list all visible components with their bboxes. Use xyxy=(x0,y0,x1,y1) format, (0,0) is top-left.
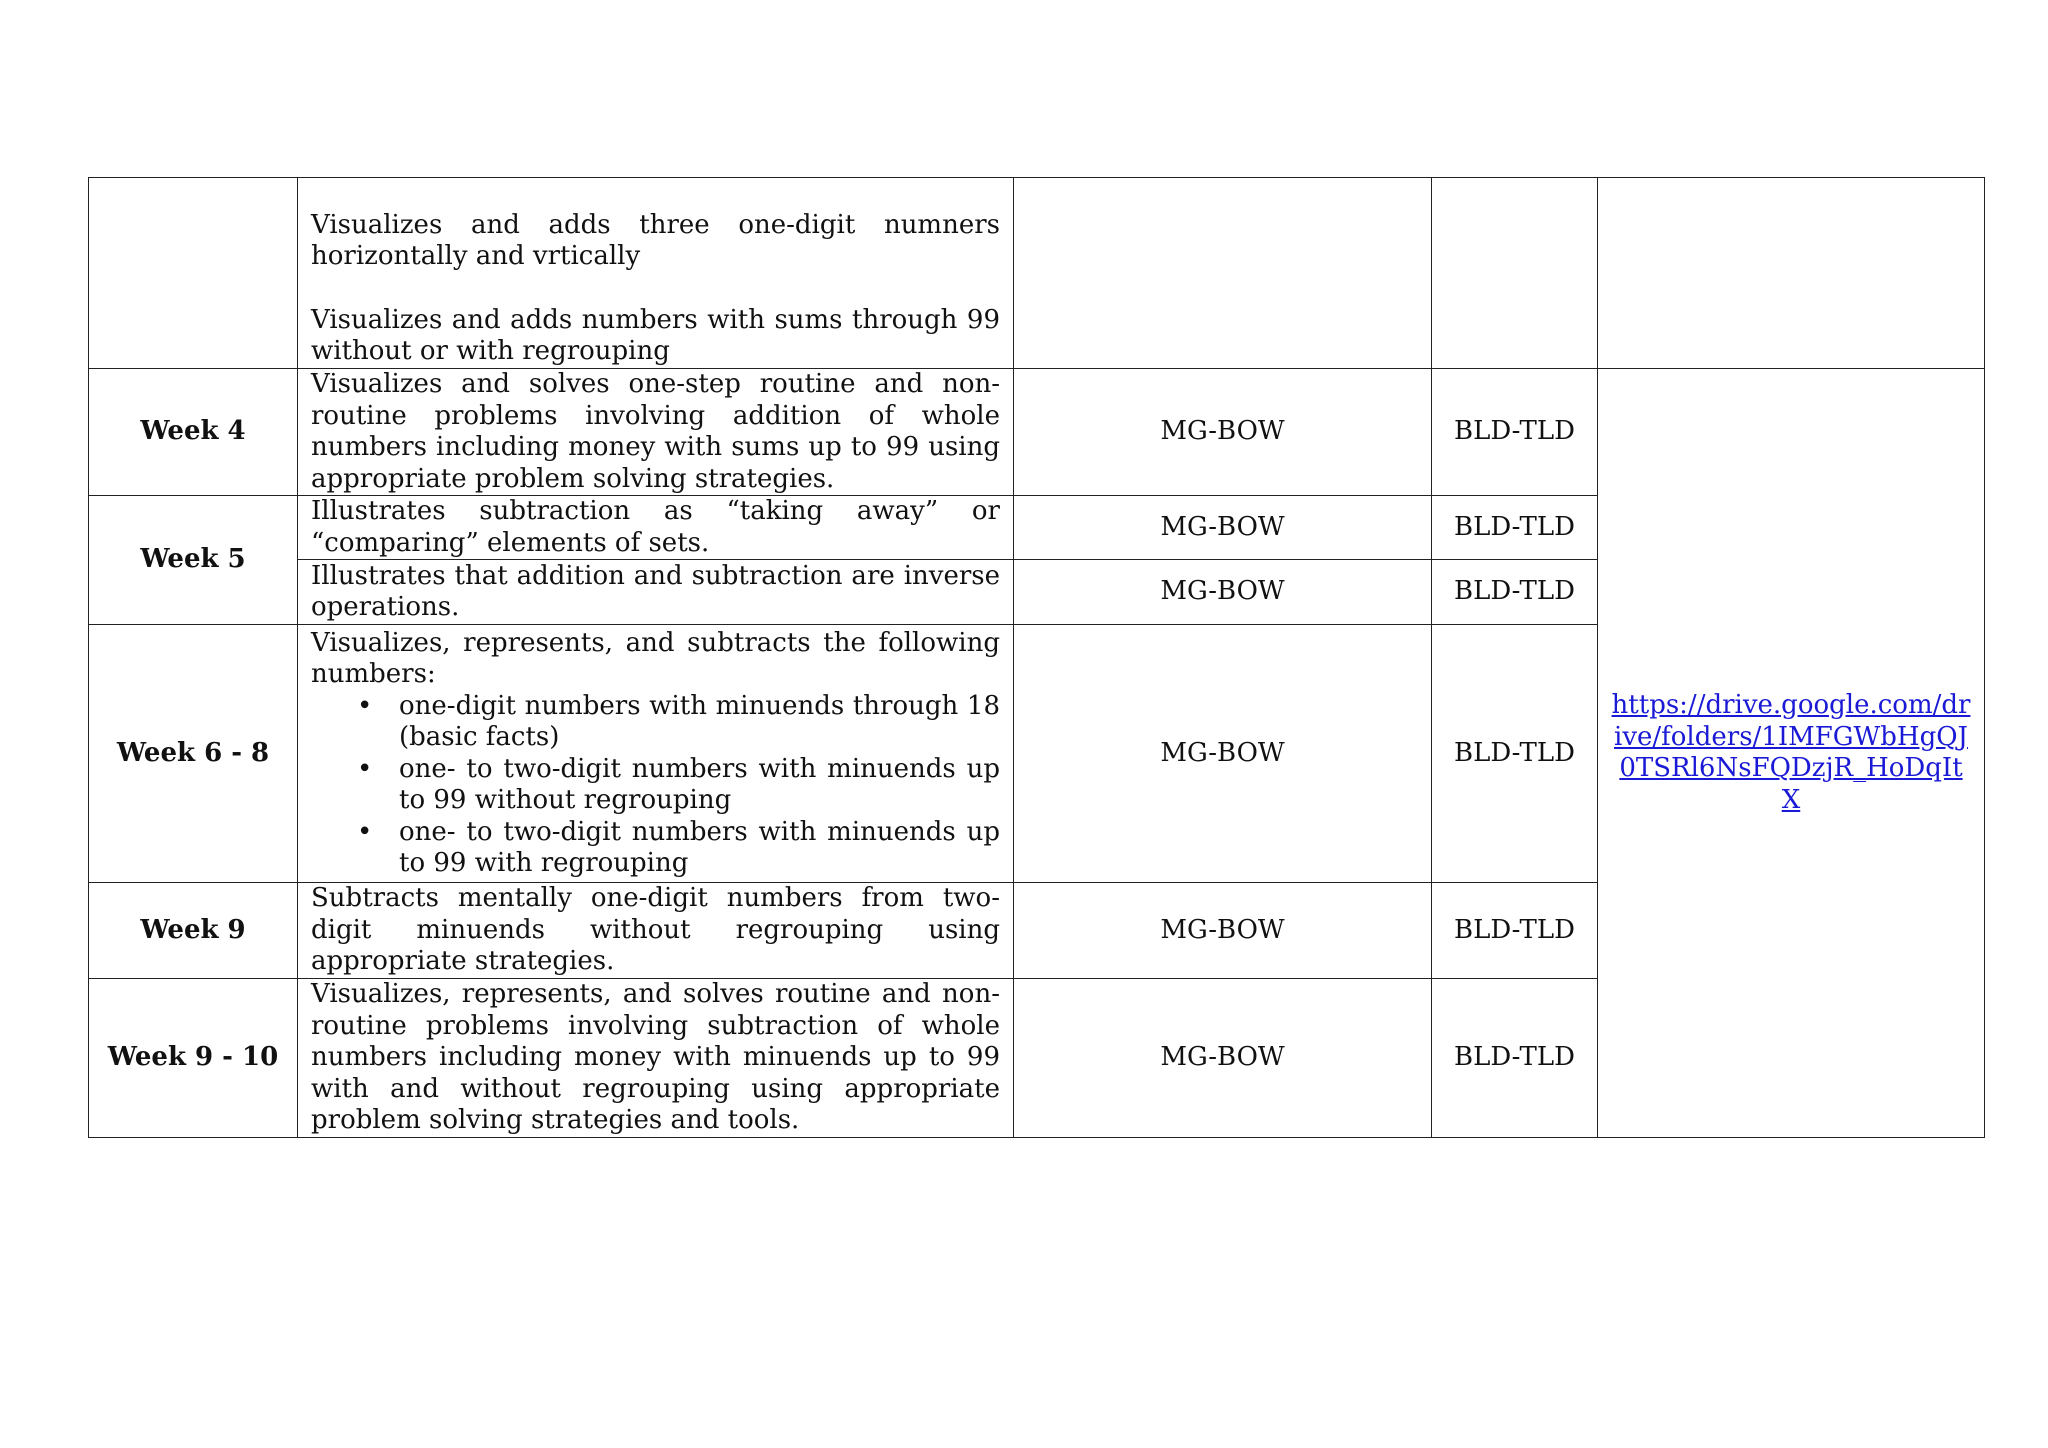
level-cell: BLD-TLD xyxy=(1432,560,1598,625)
week-cell: Week 4 xyxy=(89,369,298,496)
competency-cell xyxy=(298,178,1014,369)
competency-text: Visualizes and adds three one-digit numners horizontally and vrtically xyxy=(311,209,1000,271)
list-item: • one- to two-digit numbers with minuends up to 99 with regrouping xyxy=(399,817,1000,880)
competency-cell xyxy=(298,625,1014,883)
competency-text: Illustrates that addition and subtraction are inverse operations. xyxy=(311,560,1000,622)
code-cell: MG-BOW xyxy=(1014,560,1432,625)
level-cell: BLD-TLD xyxy=(1432,883,1598,979)
table-row xyxy=(89,178,1985,369)
competency-text: Subtracts mentally one-digit numbers from two-digit minuends without regrouping using appropriate strategies. xyxy=(311,883,1000,977)
level-cell: BLD-TLD xyxy=(1432,369,1598,496)
competency-cell xyxy=(298,979,1014,1138)
code-cell: MG-BOW xyxy=(1014,979,1432,1138)
competency-text: Visualizes and adds numbers with sums through 99 without or with regrouping xyxy=(311,304,1000,366)
week-cell xyxy=(89,178,298,369)
competency-text: Illustrates subtraction as “taking away” or “comparing” elements of sets. xyxy=(311,496,1000,558)
competency-text: Visualizes, represents, and solves routine and non-routine problems involving subtraction of whole numbers including money with minuends up to 99 with and without regrouping using appropriate problem solving strategies and tools. xyxy=(311,979,1000,1136)
subtraction-bullet-list xyxy=(311,691,1000,880)
week-cell: Week 9 xyxy=(89,883,298,979)
list-item: • one-digit numbers with minuends through 18 (basic facts) xyxy=(399,691,1000,754)
competency-cell xyxy=(298,496,1014,560)
code-cell: MG-BOW xyxy=(1014,625,1432,883)
week-cell: Week 9 - 10 xyxy=(89,979,298,1138)
level-cell xyxy=(1432,178,1598,369)
google-drive-link[interactable]: https://drive.google.com/drive/folders/1IMFGWbHgQJ0TSRl6NsFQDzjR_HoDqItX xyxy=(1611,690,1971,815)
week-cell: Week 6 - 8 xyxy=(89,625,298,883)
learning-competencies-table xyxy=(88,177,1985,1138)
code-cell xyxy=(1014,178,1432,369)
competency-text: Visualizes, represents, and subtracts the following numbers: xyxy=(311,627,1000,689)
competency-cell xyxy=(298,369,1014,496)
competency-cell xyxy=(298,883,1014,979)
level-cell: BLD-TLD xyxy=(1432,496,1598,560)
competency-cell xyxy=(298,560,1014,625)
level-cell: BLD-TLD xyxy=(1432,625,1598,883)
code-cell: MG-BOW xyxy=(1014,369,1432,496)
code-cell: MG-BOW xyxy=(1014,883,1432,979)
level-cell: BLD-TLD xyxy=(1432,979,1598,1138)
week-cell: Week 5 xyxy=(89,496,298,625)
competency-text: Visualizes and solves one-step routine and non-routine problems involving addition of whole numbers including money with sums up to 99 using appropriate problem solving strategies. xyxy=(311,369,1000,494)
table-row xyxy=(89,369,1985,496)
resource-cell xyxy=(1598,178,1985,369)
list-item: • one- to two-digit numbers with minuends up to 99 without regrouping xyxy=(399,754,1000,817)
code-cell: MG-BOW xyxy=(1014,496,1432,560)
resource-link-cell xyxy=(1598,369,1985,1138)
